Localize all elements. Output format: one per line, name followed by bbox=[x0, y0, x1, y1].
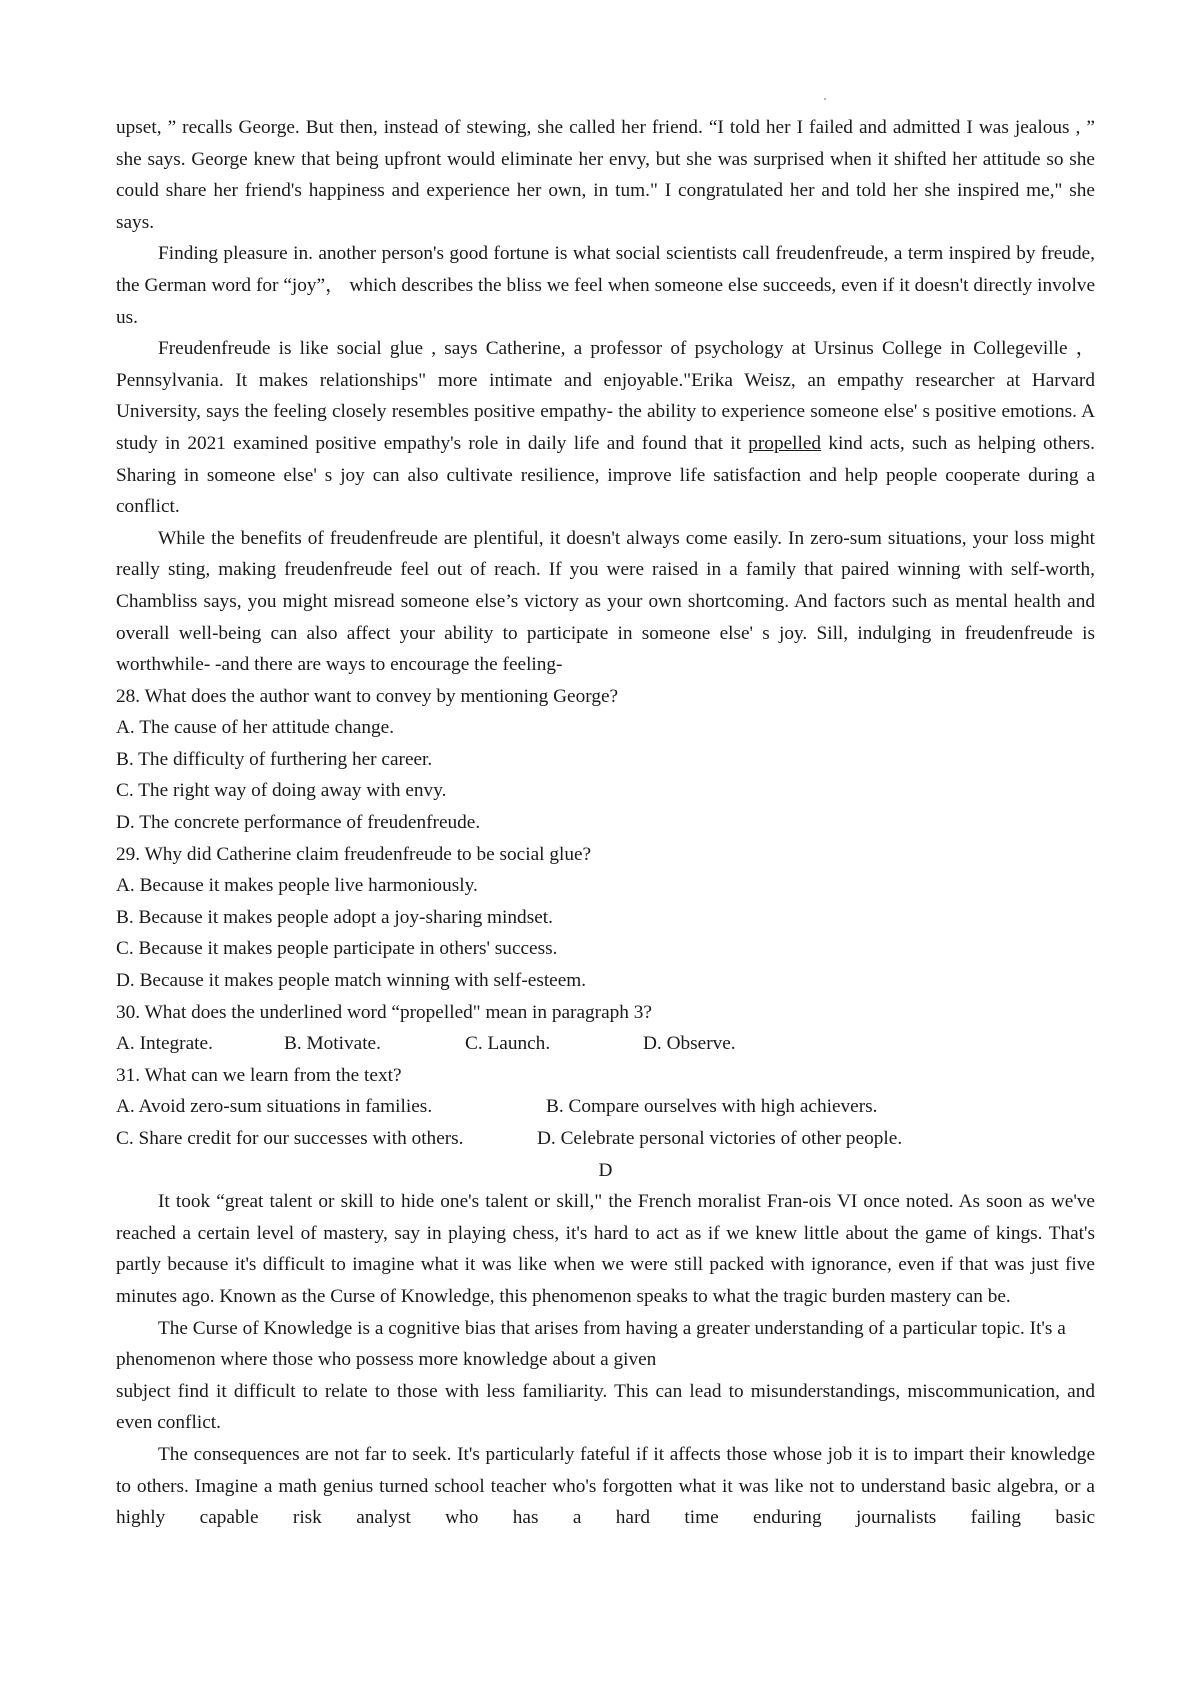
option-d: D. The concrete performance of freudenfreude. bbox=[116, 812, 481, 834]
question-28 bbox=[116, 681, 1095, 839]
question-stem: 30. What does the underlined word “propelled" mean in paragraph 3? bbox=[116, 1001, 652, 1023]
option-a: A. Avoid zero-sum situations in families. bbox=[116, 1096, 433, 1118]
option-b: B. Because it makes people adopt a joy-sharing mindset. bbox=[116, 906, 553, 928]
question-30 bbox=[116, 997, 1095, 1060]
option-c: C. The right way of doing away with envy. bbox=[116, 780, 447, 802]
option-d: D. Celebrate personal victories of other people. bbox=[537, 1128, 903, 1149]
option-d: D. Because it makes people match winning with self-esteem. bbox=[116, 970, 587, 992]
option-a: A. Integrate. bbox=[116, 1033, 213, 1055]
passage-d-paragraph-2-line-2: subject find it difficult to relate to those with less familiarity. This can lead to misunderstandings, miscommunication, and even conflict. bbox=[116, 1380, 1095, 1434]
option-b: B. Compare ourselves with high achievers. bbox=[546, 1096, 878, 1118]
passage-d-paragraph-1: It took “great talent or skill to hide one's talent or skill," the French moralist Fran-ois VI once noted. As soon as we've reached a certain level of mastery, say in playing chess, it's hard to act as if we knew little about the game of kings. That's partly because it's difficult to imagine what it was like when we were still packed with ignorance, even if that was just five minutes ago. Known as the Curse of Knowledge, this phenomenon speaks to what the tragic burden mastery can be. bbox=[116, 1191, 1095, 1307]
question-stem: 29. Why did Catherine claim freudenfreude to be social glue? bbox=[116, 843, 592, 865]
question-stem: 31. What can we learn from the text? bbox=[116, 1064, 402, 1086]
question-29 bbox=[116, 839, 1095, 997]
passage-c-paragraph-0: upset, ” recalls George. But then, instead of stewing, she called her friend. “I told her I failed and admitted I was jealous , ” she says. George knew that being upfront would eliminate her envy, but she was surprised when it shifted her attitude so she could share her friend's happiness and experience her own, in tum." I congratulated her and told her she inspired me," she says. bbox=[116, 117, 1095, 233]
exam-page bbox=[116, 112, 1095, 1534]
options-row-2 bbox=[116, 1123, 1095, 1155]
underlined-word-propelled: propelled bbox=[748, 432, 822, 454]
options-row-1 bbox=[116, 1091, 1095, 1123]
passage-d-paragraph-3: The consequences are not far to seek. It's particularly fateful if it affects those whose job it is to impart their knowledge to others. Imagine a math genius turned school teacher who's forgotten what it was like not to understand basic algebra, or a highly capable risk analyst who has a hard time enduring journalists failing basic bbox=[116, 1443, 1095, 1529]
options-row bbox=[116, 1028, 1095, 1060]
option-c: C. Share credit for our successes with others. bbox=[116, 1128, 464, 1149]
passage-c-paragraph-2 bbox=[116, 333, 1095, 523]
passage-d-paragraph-2-line-1: The Curse of Knowledge is a cognitive bias that arises from having a greater understanding of a particular topic. It's a phenomenon where those who possess more knowledge about a given bbox=[116, 1317, 1066, 1371]
scan-speck bbox=[824, 98, 826, 100]
option-c: C. Because it makes people participate in others' success. bbox=[116, 938, 558, 960]
option-d: D. Observe. bbox=[643, 1033, 736, 1055]
paragraph-text: kind acts, such as helping others. Sharing in someone else' s joy can also cultivate resilience, improve life satisfaction and help people cooperate during a conflict. bbox=[116, 432, 1095, 518]
option-a: A. Because it makes people live harmoniously. bbox=[116, 875, 478, 897]
passage-c-paragraph-1: Finding pleasure in. another person's good fortune is what social scientists call freudenfreude, a term inspired by freude, the German word for “joy”， which describes the bliss we feel when someone else succeeds, even if it doesn't directly involve us. bbox=[116, 243, 1095, 328]
passage-c-paragraph-3: While the benefits of freudenfreude are plentiful, it doesn't always come easily. In zero-sum situations, your loss might really sting, making freudenfreude feel out of reach. If you were raised in a family that paired winning with self-worth, Chambliss says, you might misread someone else’s victory as your own shortcoming. And factors such as mental health and overall well-being can also affect your ability to participate in someone else' s joy. Sill, indulging in freudenfreude is worthwhile- -and there are ways to encourage the feeling- bbox=[116, 527, 1095, 676]
question-stem: 28. What does the author want to convey by mentioning George? bbox=[116, 685, 619, 707]
paragraph-text: Freudenfreude is like social glue , says Catherine, a professor of psychology at Ursinus College in Collegeville ， Pennsylvania. It makes relationships" more intimate and enjoyable."Erika Weisz, an empathy researcher at Harvard University, says the feeling closely resembles positive empathy- the ability to experience someone else' s positive emotions. A study in 2021 examined positive empathy's role in daily life and found that it bbox=[116, 338, 1095, 454]
option-b: B. The difficulty of furthering her career. bbox=[116, 748, 433, 770]
option-c: C. Launch. bbox=[465, 1033, 551, 1055]
option-b: B. Motivate. bbox=[284, 1033, 381, 1055]
option-a: A. The cause of her attitude change. bbox=[116, 717, 395, 739]
question-31 bbox=[116, 1060, 1095, 1155]
passage-d-heading: D bbox=[598, 1159, 613, 1181]
